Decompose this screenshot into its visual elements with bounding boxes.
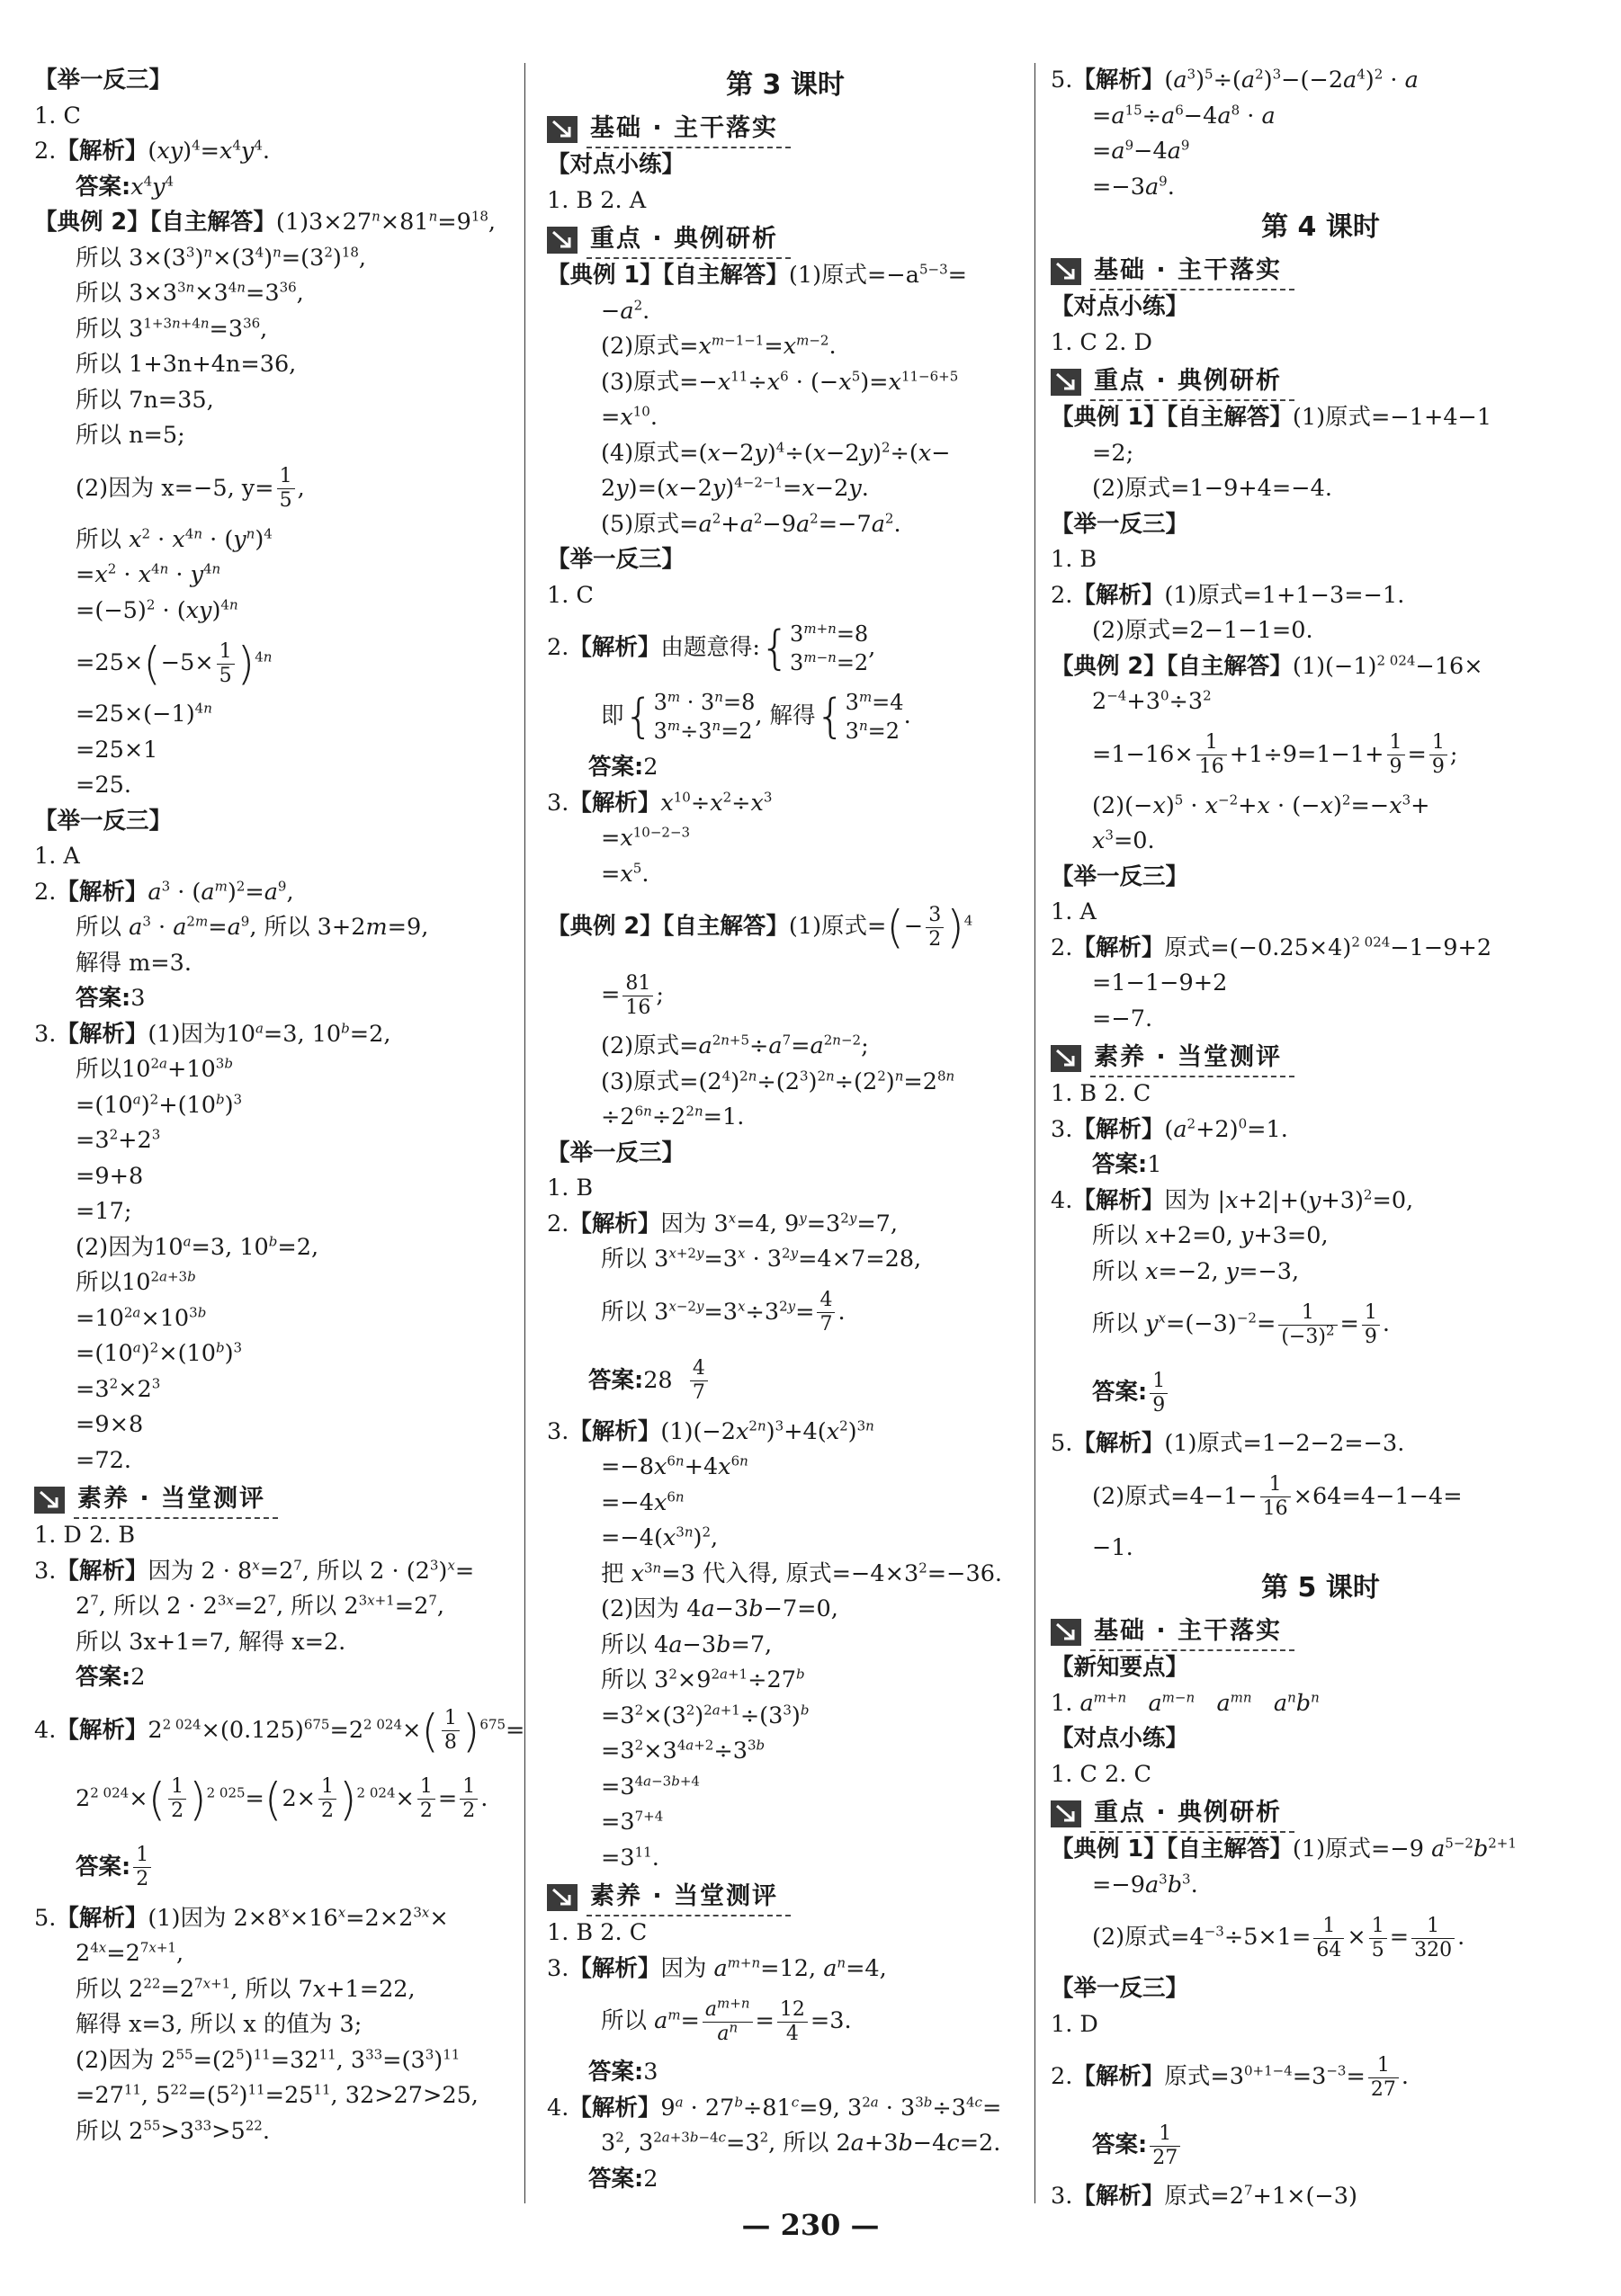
text: 32>27>25,: [345, 2082, 479, 2109]
answer-line: [547, 1346, 1024, 1415]
answer-line: 5.【解析】(1)原式=1−2−2=−3.: [1051, 1430, 1405, 1457]
example-line: 【典例 2】【自主解答】(1)原式=(− $\frac{3}{2}$ )$^4$: [547, 901, 973, 953]
label-xinzhi: 【新知要点】: [1051, 1654, 1189, 1681]
fraction: $\frac{1}{27}$: [1150, 2122, 1180, 2170]
fraction: $\frac{1}{(-3)^2}$: [1278, 1301, 1337, 1349]
answer-value: 3: [643, 2059, 658, 2086]
fraction: $\frac{1}{9}$: [1387, 731, 1405, 779]
answer-line: 1. A: [1051, 898, 1097, 925]
fraction: $\frac{1}{16}$: [1260, 1473, 1291, 1521]
math-line: $=25\times(-1)^{4n}$: [76, 700, 212, 728]
label-jiexi: 【解析】: [569, 1210, 661, 1237]
math-line: $(2)(-x)^5 \cdot x^{-2}+x \cdot (-x)^2=-x^3+$: [1092, 791, 1430, 819]
text: 所以: [76, 525, 122, 553]
label-jiexi: 【解析】: [1072, 2063, 1165, 2090]
answer-line: [34, 1660, 520, 1696]
answer-value: 2: [643, 2165, 658, 2193]
label-duidian: 【对点小练】: [1051, 1725, 1189, 1752]
section-title: 基础 · 主干落实: [1090, 1613, 1294, 1651]
equation-system: $3^m=4$ $3^n=2$: [845, 689, 904, 744]
fraction: $\frac{4}{7}$: [690, 1357, 708, 1405]
lesson-title: 第 4 课时: [1261, 211, 1380, 243]
fraction: $\frac{1}{64}$: [1313, 1915, 1344, 1962]
answer-label: 答案:: [588, 2165, 644, 2193]
label-jyfs: 【举一反三】: [34, 67, 173, 94]
lesson-title: 第 5 课时: [1261, 1572, 1380, 1604]
label-example-1: 【典例 1】: [547, 262, 663, 289]
answer-line: 4.【解析】$2^{2 024}\times(0.125)^{675}=2^{2 024}\times$( $\frac{1}{8}$ )$^{675}$=: [34, 1704, 525, 1757]
answer-line: 1. B 2. C: [547, 1919, 648, 1946]
label-zzjd: 【自主解答】: [1166, 404, 1293, 431]
math-line: $=-9a^3b^3$.: [1092, 1871, 1198, 1898]
math-line: 所以$10^{2a}+10^{3b}$: [76, 1055, 233, 1083]
label-jiexi: 【解析】: [1072, 1430, 1165, 1457]
section-header-zhongdian: [1051, 1798, 1590, 1830]
equation-system: $3^{m+n}=8$ $3^{m-n}=2$: [790, 621, 869, 675]
answer-line: [1051, 1148, 1590, 1184]
arrow-icon: [1051, 1045, 1081, 1072]
fraction: $\frac{1}{5}$: [1369, 1915, 1387, 1962]
math-line: 所以 n=5;: [76, 422, 185, 449]
math-line: $=(-5)^2 \cdot (xy)^{4n}$: [76, 596, 238, 624]
math-line: $2^{-4}+3^0\div 3^2$: [1092, 687, 1212, 715]
section-title: 重点 · 典例研析: [587, 221, 791, 259]
answer-line: 4.【解析】$9^a \cdot 27^b\div 81^c=9$, $3^{2a} \cdot 3^{3b}\div 3^{4c}=$: [547, 2094, 1002, 2122]
fraction: $\frac{1}{16}$: [1196, 731, 1227, 779]
column-3: [1051, 63, 1590, 2215]
fraction: $\frac{a^{m+n}}{a^n}$: [703, 1998, 753, 2046]
math-line: $=3^{11}$.: [601, 1844, 659, 1872]
fraction: $\frac{1}{9}$: [1362, 1301, 1380, 1349]
math-line: 所以 $2^{55}>3^{33}>5^{22}$.: [76, 2117, 270, 2145]
item-number: 3.: [34, 1020, 57, 1048]
math-line: =1−1−9+2: [1092, 969, 1228, 996]
label-jyfs: 【举一反三】: [547, 1139, 685, 1166]
math-line: (2)原式$=x^{m-1-1}=x^{m-2}$.: [601, 332, 837, 360]
section-title: 素养 · 当堂测评: [74, 1481, 278, 1519]
example-line: 【典例 1】【自主解答】(1)原式=−9 $a^{5-2}b^{2+1}$: [1051, 1835, 1517, 1863]
answer-line: 1. $a^{m+n}$ $a^{m-n}$ $a^{mn}$ $a^nb^n$: [1051, 1689, 1320, 1717]
text: 所以: [76, 280, 122, 307]
item-number: 2.: [34, 878, 57, 906]
answer-line: 3.【解析】因为 $2 \cdot 8^x=2^7$, 所以 $2 \cdot (2^3)^x=$: [34, 1557, 475, 1585]
math-line: 所以 x+2=0, y+3=0,: [1092, 1222, 1329, 1249]
math-line: (2)因为$10^a=3$, $10^b=2$,: [76, 1233, 319, 1261]
math-line: (2)原式=2−1−1=0.: [1092, 617, 1313, 644]
answer-line: 2.【解析】原式$=3^{0+1-4}=3^{-3}=$ $\frac{1}{27}$ .: [1051, 2053, 1409, 2101]
answer-label: 答案:: [1092, 1151, 1148, 1178]
fraction: $\frac{1}{9}$: [1429, 731, 1447, 779]
text: 所以: [76, 244, 122, 272]
math-line: $=3^2\times 3^{4a+2}\div 3^{3b}$: [601, 1737, 766, 1764]
fraction: $\frac{1}{27}$: [1368, 2054, 1399, 2102]
label-jiexi: 【解析】: [1072, 1186, 1165, 1214]
math-line: $3^2$, $3^{2a+3b-4c}=3^2$, 所以 2a+3b−4c=2.: [601, 2129, 1001, 2157]
answer-line: [34, 981, 520, 1017]
label-zzjd: 【自主解答】: [1166, 652, 1293, 680]
section-header-jichu: [1051, 1616, 1590, 1648]
answer-line: 3.【解析】$(1)(-2x^{2n})^3+4(x^2)^{3n}$: [547, 1417, 874, 1445]
section-title: 素养 · 当堂测评: [1090, 1040, 1294, 1077]
fraction: $\frac{1}{2}$: [318, 1775, 336, 1823]
answer-line: [1051, 2111, 1590, 2179]
section-header-zhongdian: [1051, 366, 1590, 398]
answer-value: 28: [643, 1366, 673, 1394]
section-header-suyang: [34, 1484, 520, 1516]
section-header-zhongdian: [547, 224, 1024, 256]
answer-line: 2.【解析】因为 $3^x=4$, $9^y=3^{2y}=7$,: [547, 1210, 899, 1237]
label-jiexi: 【解析】: [56, 1904, 148, 1932]
math-line: 解得 x=3, 所以 x 的值为 3;: [76, 2011, 363, 2038]
answer-line: [547, 2162, 1024, 2198]
math-line: 所以 $a^m=$ $\frac{a^{m+n}}{a^n}$ = $\frac{12}{4}$ =3.: [601, 1995, 852, 2045]
fraction: $\frac{1}{2}$: [133, 1844, 151, 1891]
item-number: 4.: [34, 1716, 57, 1744]
label-example-2: 【典例 2】: [34, 209, 150, 236]
answer-line: 1. A: [34, 843, 80, 870]
math-line: $=-4x^{6n}$: [601, 1488, 685, 1516]
answer-line: [1051, 1358, 1590, 1426]
answer-line: 1. D: [1051, 2010, 1098, 2038]
label-jiexi: 【解析】: [1072, 581, 1165, 609]
math-line: $2^7$, 所以 $2 \cdot 2^{3x}=2^7$, 所以 $2^{3x+1}=2^7$,: [76, 1592, 444, 1620]
equation-system: $3^m \cdot 3^n=8$ $3^m\div 3^n=2$: [653, 689, 756, 744]
fraction: $\frac{3}{2}$: [926, 904, 944, 951]
text: (2)因为: [76, 2046, 155, 2074]
math-line: $2y)=(x-2y)^{4-2-1}=x-2y$.: [601, 474, 869, 502]
math-line: (2)因为 x=−5, y= $\frac{1}{5}$ ,: [76, 465, 305, 512]
fraction: $\frac{81}{16}$: [622, 972, 653, 1020]
fraction: $\frac{1}{5}$: [217, 640, 235, 688]
math-line: 把 $x^{3n}=3$ 代入得, 原式$=-4\times 3^2=-36$.: [601, 1559, 1003, 1587]
math-line: 所以 1+3n+4n=36,: [76, 351, 297, 378]
label-jiexi: 【解析】: [56, 878, 148, 906]
math-line: 即{ $3^m \cdot 3^n=8$ $3^m\div 3^n=2$ , 解得{ $3^m=4$ $3^n=2$ .: [601, 689, 911, 744]
label-jiexi: 【解析】: [56, 1716, 148, 1744]
label-jiexi: 【解析】: [1072, 934, 1165, 961]
math-line: $-a^2$.: [601, 297, 650, 325]
column-1: [34, 63, 525, 2149]
math-line: =25.: [76, 772, 131, 799]
label-jiexi: 【解析】: [56, 138, 148, 165]
math-line: $=10^{2a}\times 10^{3b}$: [76, 1304, 207, 1332]
arrow-icon: [547, 1884, 578, 1911]
fraction: $\frac{1}{5}$: [277, 465, 295, 513]
math-line: =25×(−5× $\frac{1}{5}$ )$^{4n}$: [76, 638, 273, 690]
arrow-icon: [547, 227, 578, 254]
answer-line: 3.【解析】$x^{10}\div x^2\div x^3$: [547, 789, 773, 817]
answer-line: 1. B 2. A: [547, 186, 647, 214]
text: (1)原式=−a: [788, 262, 919, 289]
answer-label: 答案:: [588, 754, 644, 781]
answer-label: 答案:: [1092, 1379, 1148, 1406]
section-header-jichu: [1051, 255, 1590, 288]
fraction: $\frac{12}{4}$: [777, 1998, 808, 2046]
label-zzjd: 【自主解答】: [662, 913, 789, 940]
math-line: $=3^{4a-3b+4}$: [601, 1773, 700, 1800]
label-jiexi: 【解析】: [569, 634, 661, 661]
label-example-1: 【典例 1】: [1051, 1836, 1167, 1863]
math-line: (2)因为 4a−3b−7=0,: [601, 1595, 838, 1622]
math-line: 所以 $3\times 3^{3n}\times 3^{4n}=3^{36}$,: [76, 279, 304, 307]
answer-line: 1. C 2. D: [1051, 328, 1152, 356]
answer-line: 1. C 2. C: [1051, 1760, 1151, 1788]
math-line: 所以 $3^{x-2y}=3^x\div 3^{2y}=$ $\frac{4}{7}$ .: [601, 1289, 846, 1336]
answer-line: 2.【解析】(1)原式=1+1−3=−1.: [1051, 581, 1405, 609]
math-line: $2^{2 024}\times$( $\frac{1}{2}$ )$^{2 025}$=(2× $\frac{1}{2}$ )$^{2 024}$× $\frac{1}{2}$ = $\frac{1}{2}$ .: [76, 1773, 488, 1826]
label-example-2: 【典例 2】: [1051, 652, 1167, 680]
arrow-icon: [1051, 369, 1081, 396]
answer-value: 2: [643, 754, 658, 781]
answer-line: 2.【解析】由题意得:{ $3^{m+n}=8$ $3^{m-n}=2$ ,: [547, 621, 876, 675]
section-header-jichu: [547, 113, 1024, 146]
section-title: 重点 · 典例研析: [1090, 363, 1294, 401]
label-zzjd: 【自主解答】: [1166, 1836, 1293, 1863]
fraction: $\frac{1}{2}$: [417, 1775, 435, 1823]
label-jiexi: 【解析】: [1072, 67, 1165, 94]
math-line: $=27^{11}$, $5^{22}=(5^2)^{11}=25^{11}$, 32>27>25,: [76, 2081, 479, 2109]
math-line: (2)原式=4−1− $\frac{1}{16}$ ×64=4−1−4=: [1092, 1473, 1463, 1520]
label-zzjd: 【自主解答】: [149, 209, 276, 236]
math-line: $=(10^a)^2+(10^b)^3$: [76, 1091, 243, 1119]
text: 所以: [76, 2117, 122, 2145]
math-line: (2)原式=1−9+4=−4.: [1092, 475, 1332, 502]
label-jiexi: 【解析】: [569, 2094, 661, 2122]
answer-line: 3.【解析】因为 $a^{m+n}=12$, $a^n=4$,: [547, 1954, 887, 1982]
section-title: 基础 · 主干落实: [587, 111, 791, 148]
label-jiexi: 【解析】: [569, 1417, 661, 1445]
math-line: =2;: [1092, 439, 1134, 467]
arrow-icon: [547, 116, 578, 143]
arrow-icon: [1051, 1619, 1081, 1646]
example-line: 【典例 1】【自主解答】(1)原式=−1+4−1: [1051, 404, 1492, 431]
math-line: $=x^5$.: [601, 860, 649, 888]
text: 所以: [76, 315, 122, 343]
answer-line: [547, 750, 1024, 786]
math-line: (2)原式$=a^{2n+5}\div a^7=a^{2n-2}$;: [601, 1032, 869, 1059]
math-line: $=a^{15}\div a^6-4a^8 \cdot a$: [1092, 102, 1276, 130]
text: 所以: [76, 1056, 122, 1083]
label-jyfs: 【举一反三】: [547, 546, 685, 573]
example-line: 【典例 2】【自主解答】$(1)(-1)^{2 024}-16\times$: [1051, 652, 1483, 680]
math-line: =9+8: [76, 1162, 144, 1190]
fraction: $\frac{1}{2}$: [168, 1775, 186, 1823]
fraction: $\frac{1}{2}$: [460, 1775, 478, 1823]
math-line: (5)原式$=a^2+a^2-9a^2=-7a^2$.: [601, 510, 901, 538]
math-line: 所以 $y^x=(-3)^{-2}=$ $\frac{1}{(-3)^2}$ = $\frac{1}{9}$ .: [1092, 1300, 1390, 1348]
math-line: $x^3=0$.: [1092, 826, 1155, 854]
math-line: =25×1: [76, 736, 158, 764]
math-line: =−7.: [1092, 1005, 1153, 1032]
answer-line: 3.【解析】原式$=2^7+1\times(-3)$: [1051, 2182, 1357, 2210]
label-jiexi: 【解析】: [1072, 2183, 1165, 2210]
label-example-2: 【典例 2】: [547, 913, 663, 940]
math-line: =1−16× $\frac{1}{16}$ +1÷9=1−1+ $\frac{1}{9}$ = $\frac{1}{9}$ ;: [1092, 731, 1458, 778]
math-line: $=x^{10-2-3}$: [601, 824, 691, 852]
example-line: 【典例 1】【自主解答】(1)原式$=-a^{5-3}=$: [547, 261, 967, 289]
answer-line: 4.【解析】因为 $|x+2|+(y+3)^2=0$,: [1051, 1186, 1414, 1214]
answer-line: 1. B: [547, 1175, 594, 1202]
label-jiexi: 【解析】: [56, 1020, 148, 1048]
answer-line: 1. C: [34, 102, 81, 130]
math-line: $2^{4x}=2^{7x+1}$,: [76, 1939, 184, 1967]
arrow-icon: [1051, 258, 1081, 285]
math-line: $=3^2\times(3^2)^{2a+1}\div(3^3)^b$: [601, 1702, 810, 1729]
page-number: — 230 —: [741, 2208, 880, 2242]
item-number: 2.: [34, 138, 57, 165]
column-2: [547, 63, 1024, 2197]
label-jyfs: 【举一反三】: [1051, 1975, 1189, 2002]
answer-line: 3.【解析】(1)因为$10^a=3$, $10^b=2$,: [34, 1020, 391, 1048]
math-line: =17;: [76, 1198, 132, 1225]
answer-label: 答案:: [1092, 2131, 1148, 2158]
math-line: $=x^{10}$.: [601, 403, 658, 431]
text: 所以: [76, 1269, 122, 1296]
answer-line: 1. C: [547, 581, 594, 609]
label-jiexi: 【解析】: [569, 1954, 661, 1982]
math-line: $=3^{7+4}$: [601, 1808, 664, 1836]
section-title: 素养 · 当堂测评: [587, 1879, 791, 1916]
arrow-icon: [34, 1487, 65, 1514]
math-line: $=-3a^9$.: [1092, 173, 1175, 201]
math-line: 所以$10^{2a+3b}$: [76, 1268, 196, 1296]
answer-line: 1. B: [1051, 546, 1097, 573]
text: (2)因为 x=−5, y=: [76, 474, 274, 502]
answer-label: 答案:: [76, 1664, 131, 1691]
label-jyfs: 【举一反三】: [34, 807, 173, 835]
section-header-suyang: [547, 1881, 1024, 1914]
math-line: (3)原式$=(2^4)^{2n}\div(2^3)^{2n}\div(2^2)^n=2^{8n}$: [601, 1068, 955, 1095]
math-line: 所以 4a−3b=7,: [601, 1630, 773, 1658]
math-line: $=3^2\times 2^3$: [76, 1375, 161, 1403]
label-example-1: 【典例 1】: [1051, 404, 1167, 431]
math-line: $=(10^a)^2\times(10^b)^3$: [76, 1339, 243, 1367]
answer-value: 3: [130, 985, 146, 1012]
label-jyfs: 【举一反三】: [1051, 862, 1189, 890]
math-line: = $\frac{81}{16}$ ;: [601, 971, 664, 1019]
text: (1)3×27: [275, 209, 372, 236]
example-line: 【典例 2】【自主解答】$(1)3\times 27^n\times 81^n=9^{18}$,: [34, 208, 497, 236]
fraction: $\frac{1}{9}$: [1150, 1370, 1168, 1417]
math-line: $=-8x^{6n}+4x^{6n}$: [601, 1452, 748, 1480]
math-line: (4)原式$=(x-2y)^4\div(x-2y)^2\div(x-$: [601, 439, 951, 467]
text: 所以: [76, 914, 122, 941]
label-jiexi: 【解析】: [1072, 1115, 1165, 1143]
answer-line: 答案$:x^4y^4$: [76, 173, 175, 201]
label-jyfs: 【举一反三】: [1051, 510, 1189, 538]
math-line: (2)原式$=4^{-3}\div 5\times 1=$ $\frac{1}{64}$ × $\frac{1}{5}$ = $\frac{1}{320}$ .: [1092, 1914, 1465, 1961]
math-line: $\div 2^{6n}\div 2^{2n}=1$.: [601, 1103, 745, 1130]
answer-value: 1: [1147, 1151, 1162, 1178]
answer-line: 2.【解析】$(xy)^4=x^4y^4$.: [34, 137, 270, 165]
answer-line: 2.【解析】$a^3 \cdot (a^m)^2=a^9$,: [34, 878, 294, 906]
answer-line: 1. D 2. B: [34, 1522, 136, 1549]
math-line: 所以 $x^2 \cdot x^{4n} \cdot (y^n)^4$: [76, 525, 273, 553]
answer-label: 答案:: [588, 1366, 644, 1394]
answer-line: 2.【解析】原式$=(-0.25\times 4)^{2 024}-1-9+2$: [1051, 934, 1492, 961]
math-line: $=3^2+2^3$: [76, 1126, 161, 1154]
label-jiexi: 【解析】: [56, 1557, 148, 1585]
math-line: (3)原式$=-x^{11}\div x^6 \cdot (-x^5)=x^{11-6+5}$: [601, 368, 959, 396]
math-line: 所以 7n=35,: [76, 386, 214, 414]
math-line: $=a^9-4a^9$: [1092, 137, 1190, 165]
math-line: −1.: [1092, 1533, 1133, 1561]
math-line: 所以 $a^3 \cdot a^{2m}=a^9$, 所以 3+2m=9,: [76, 913, 429, 941]
answer-line: 1. B 2. C: [1051, 1080, 1151, 1107]
fraction: $\frac{1}{8}$: [442, 1707, 460, 1755]
item-number: 3.: [34, 1557, 57, 1585]
item-number: 5.: [34, 1904, 57, 1932]
answer-line: 5.【解析】(1)因为 $2\times 8^x\times 16^x=2\times 2^{3x}\times$: [34, 1904, 449, 1932]
section-header-suyang: [1051, 1042, 1590, 1075]
math-line: $=-4(x^{3n})^2$,: [601, 1523, 719, 1551]
column-divider-1: [524, 63, 525, 2203]
math-line: 所以 3x+1=7, 解得 x=2.: [76, 1628, 346, 1656]
answer-value: 2: [130, 1664, 146, 1691]
label-jiexi: 【解析】: [569, 789, 661, 817]
fraction: $\frac{1}{320}$: [1411, 1915, 1455, 1962]
text: 所以: [76, 1975, 122, 2003]
math-line: =9×8: [76, 1411, 144, 1438]
label-duidian: 【对点小练】: [1051, 293, 1189, 320]
fraction: $\frac{4}{7}$: [817, 1289, 835, 1336]
answer-line: 5.【解析】$(a^3)^5\div(a^2)^3-(-2a^4)^2 \cdot a$: [1051, 66, 1419, 94]
answer-label: 答案:: [76, 1853, 131, 1881]
answer-label: 答案:: [588, 2059, 644, 2086]
math-line: 解得 m=3.: [76, 949, 192, 977]
answer-line: [34, 1833, 520, 1901]
answer-label: 答案:: [76, 173, 131, 201]
column-divider-2: [1034, 63, 1035, 2203]
section-title: 基础 · 主干落实: [1090, 253, 1294, 290]
label-zzjd: 【自主解答】: [662, 262, 789, 289]
section-title: 重点 · 典例研析: [1090, 1795, 1294, 1833]
math-line: 所以 $3^{1+3n+4n}=3^{36}$,: [76, 315, 268, 343]
math-line: (2)因为 $2^{55}=(2^5)^{11}=32^{11}$, $3^{33}=(3^3)^{11}$: [76, 2046, 461, 2074]
lesson-title: 第 3 课时: [726, 69, 845, 101]
answer-label: 答案:: [76, 985, 131, 1012]
math-line: 所以 $2^{22}=2^{7x+1}$, 所以 7x+1=22,: [76, 1975, 416, 2003]
arrow-icon: [1051, 1800, 1081, 1827]
math-line: 所以 $3\times(3^3)^n\times(3^4)^n=(3^2)^{18}$,: [76, 244, 367, 272]
answer-line: [547, 2055, 1024, 2091]
answer-line: 3.【解析】$(a^2+2)^0=1$.: [1051, 1115, 1288, 1143]
math-line: 所以 $3^2\times 9^{2a+1}\div 27^b$: [601, 1666, 805, 1693]
math-line: 所以 x=−2, y=−3,: [1092, 1257, 1300, 1285]
label-duidian: 【对点小练】: [547, 151, 685, 178]
math-line: 所以 $3^{x+2y}=3^x \cdot 3^{2y}=4\times 7=28$,: [601, 1245, 922, 1273]
math-line: $=x^2 \cdot x^{4n} \cdot y^{4n}$: [76, 560, 221, 588]
math-line: =72.: [76, 1446, 131, 1474]
